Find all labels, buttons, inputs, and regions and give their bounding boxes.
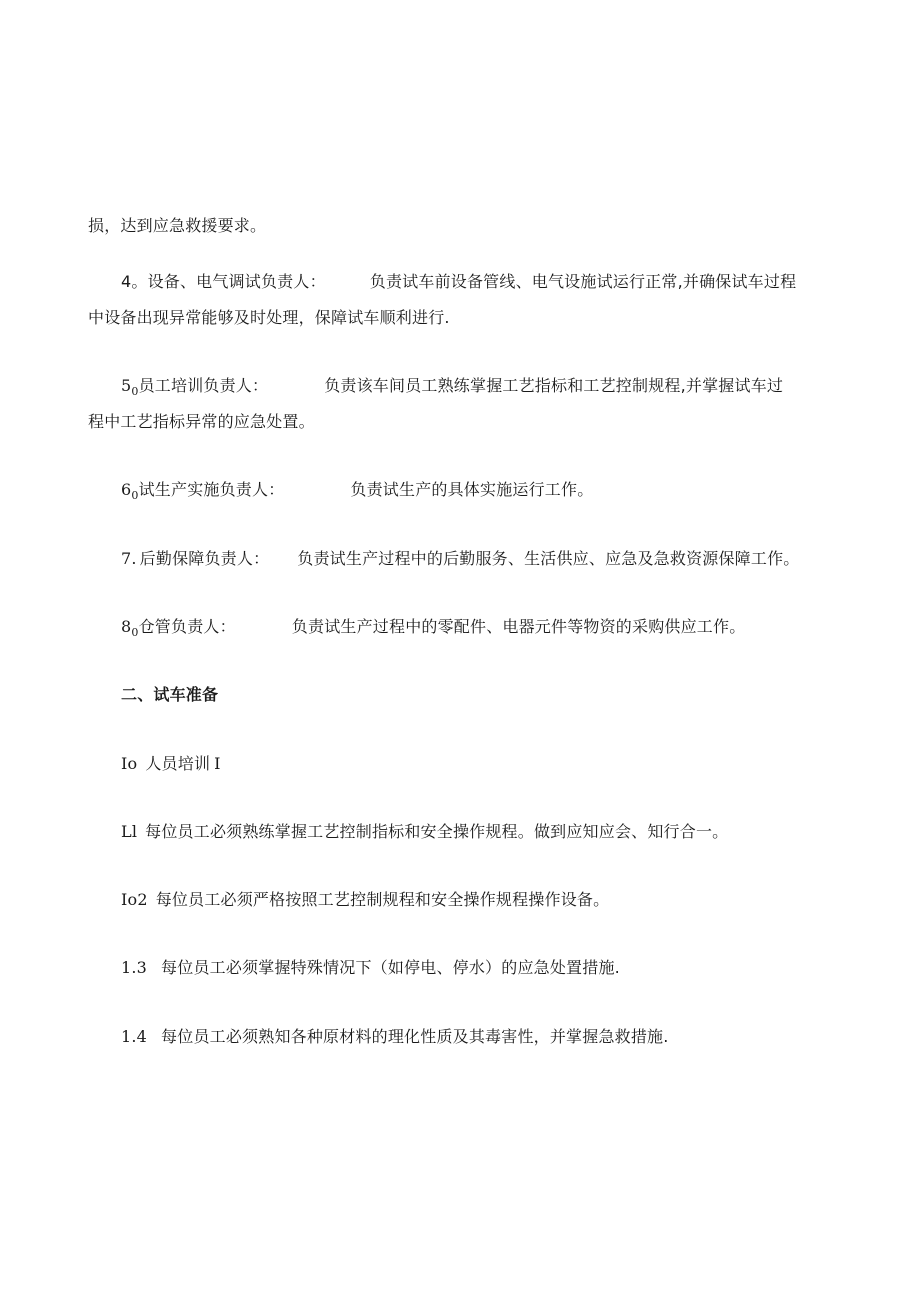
item-number-subscript: 0 — [131, 489, 139, 502]
item-label: 员工培训负责人： — [138, 376, 269, 395]
list-item — [121, 1027, 669, 1047]
item-text: 负责试生产过程中的后勤服务、生活供应、应急及急救资源保障工作。 — [297, 549, 800, 568]
list-item-text: 每位员工必须严格按照工艺控制规程和安全操作规程操作设备。 — [155, 890, 610, 909]
item-number: 6 — [121, 480, 132, 499]
item-text: 负责该车间员工熟练掌握工艺指标和工艺控制规程,并掌握试车过 — [324, 376, 784, 395]
item-text: 中设备出现异常能够及时处理，保障试车顺利进行. — [88, 308, 450, 327]
heading-text: 二、试车准备 — [121, 685, 219, 704]
item-label: 后勤保障负责人： — [139, 549, 270, 568]
item-text: 负责试生产过程中的零配件、电器元件等物资的采购供应工作。 — [291, 617, 746, 636]
item-label: 4。设备、电气调试负责人： — [121, 272, 326, 291]
list-item-text: 每位员工必须熟练掌握工艺控制指标和安全操作规程。做到应知应会、知行合一。 — [145, 822, 729, 841]
item-text: 负责试车前设备管线、电气设施试运行正常,并确保试车过程 — [369, 272, 797, 291]
item-text: 程中工艺指标异常的应急处置。 — [88, 412, 315, 431]
paragraph-6 — [121, 480, 593, 502]
paragraph-4-line2 — [88, 308, 450, 328]
paragraph-5-line2 — [88, 412, 315, 432]
item-label: 仓管负责人： — [138, 617, 236, 636]
item-number: 7. — [121, 549, 137, 568]
item-number-subscript: 0 — [131, 385, 139, 398]
subsection-tail: I — [214, 754, 221, 773]
item-label: 试生产实施负责人： — [138, 480, 285, 499]
paragraph-4-line1 — [121, 272, 796, 292]
list-item-text: 每位员工必须掌握特殊情况下（如停电、停水）的应急处置措施. — [161, 958, 620, 977]
section-heading — [121, 685, 218, 705]
subsection-1-title — [121, 754, 221, 774]
list-item — [121, 890, 609, 910]
list-item-number: Io2 — [121, 890, 148, 909]
list-item-number: 1.4 — [121, 1027, 148, 1046]
item-number: 8 — [121, 617, 132, 636]
paragraph-8 — [121, 617, 745, 639]
list-item-number: Ll — [121, 822, 138, 841]
text: 损，达到应急救援要求。 — [88, 216, 267, 235]
list-item — [121, 822, 728, 842]
list-item — [121, 958, 620, 978]
list-item-text: 每位员工必须熟知各种原材料的理化性质及其毒害性，并掌握急救措施. — [161, 1027, 669, 1046]
paragraph-5-line1 — [121, 376, 783, 398]
paragraph-continuation — [88, 216, 266, 236]
subsection-number: Io — [121, 754, 138, 773]
item-number: 5 — [121, 376, 132, 395]
item-text: 负责试生产的具体实施运行工作。 — [350, 480, 594, 499]
subsection-text: 人员培训 — [145, 754, 211, 773]
paragraph-7 — [121, 549, 799, 569]
item-number-subscript: 0 — [131, 626, 139, 639]
list-item-number: 1.3 — [121, 958, 148, 977]
